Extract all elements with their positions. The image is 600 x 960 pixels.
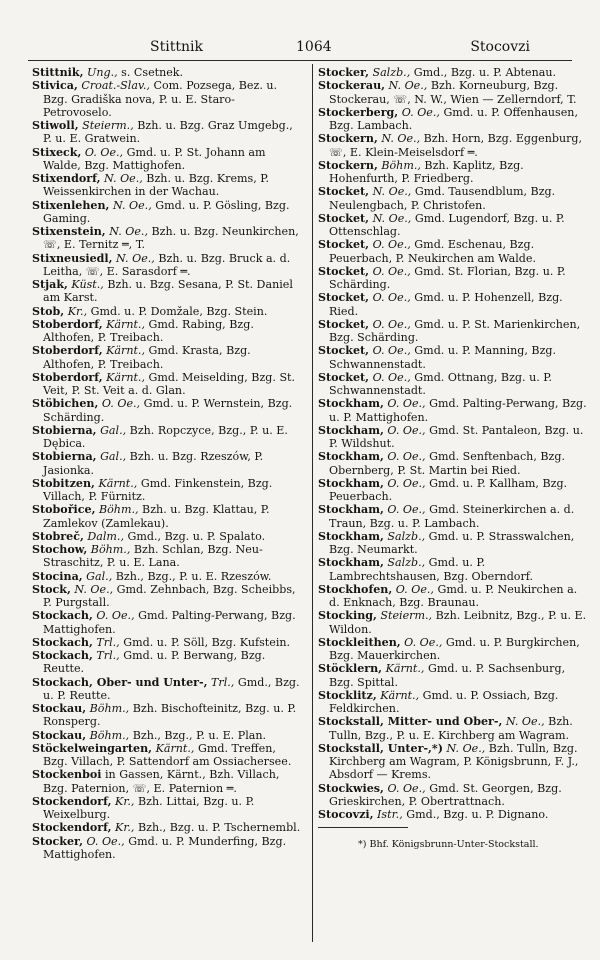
entry-region: N. Oe., [372, 211, 412, 225]
entry-headword: Stobreč, [32, 529, 84, 543]
entry-headword: Stocovzi, [318, 808, 374, 821]
gazetteer-entry [318, 742, 588, 782]
entry-headword: Stocker, [32, 834, 83, 848]
entry-details: Gmd. Treffen, Bzg. Villach, P. Sattendorf am Ossiachersee. [43, 741, 292, 768]
entry-details: Gmd. u. P. Wernstein, Bzg. Schärding. [43, 397, 293, 424]
entry-region: O. Oe., [387, 423, 426, 437]
entry-region: O. Oe., [372, 238, 411, 252]
gazetteer-entry [32, 636, 302, 649]
entry-region: N. Oe., [104, 172, 143, 185]
right-column [318, 66, 588, 852]
gazetteer-entry [32, 477, 302, 504]
entry-region: O. Oe., [387, 476, 426, 490]
entry-headword: Stocket, [318, 344, 370, 358]
entry-details: Bzh. Leibnitz, Bzg., P. u. E. Wildon. [329, 609, 587, 636]
entry-details: s. Csetnek. [117, 66, 184, 79]
gazetteer-entry [32, 702, 302, 729]
gazetteer-entry [318, 212, 588, 239]
gazetteer-entry [32, 305, 302, 318]
entry-details: Bzh. Ropczyce, Bzg., P. u. E. Dębica. [43, 423, 288, 450]
entry-details: Gmd. Krasta, Bzg. Althofen, P. Treibach. [43, 344, 251, 371]
gazetteer-entry [32, 225, 302, 252]
entry-headword: Stockenboi [32, 768, 102, 782]
entry-details: Bzh. u. Bzg. Graz Umgebg., P. u. E. Gratwein. [43, 119, 293, 146]
entry-details: Bzh. u. Bzg. Klattau, P. Zamlekov (Zamlekau). [43, 503, 270, 530]
entry-headword: Stoberdorf, [32, 370, 103, 384]
entry-details: Gmd. u. P. Neukirchen a. d. Enknach, Bzg. Braunau. [329, 582, 578, 609]
entry-headword: Stobierna, [32, 423, 97, 437]
entry-details: Gmd., Bzg. u. P. Abtenau. [410, 66, 557, 79]
entry-region: O. Oe., [84, 145, 124, 159]
entry-region: O. Oe., [401, 105, 440, 119]
entry-region: O. Oe., [86, 834, 125, 848]
gazetteer-entry [32, 742, 302, 769]
gazetteer-entry [318, 106, 588, 133]
entry-region: Kr., [115, 821, 135, 835]
entry-region: Kärnt., [155, 741, 195, 755]
entry-region: O. Oe., [372, 370, 411, 384]
entry-headword: Stockach, Ober- und Unter-, [32, 675, 208, 689]
entry-region: N. Oe., [116, 251, 155, 265]
entry-region: N. Oe., [381, 132, 421, 146]
entry-details: Bzh. u. Bzg. Sesana, P. St. Daniel am Karst. [43, 278, 293, 305]
entry-details: Gmd. Ottnang, Bzg. u. P. Schwannenstadt. [329, 370, 553, 397]
entry-headword: Stobořice, [32, 503, 96, 517]
gazetteer-entry [32, 252, 302, 279]
entry-region: Salzb., [372, 66, 411, 79]
gazetteer-entry [318, 636, 588, 663]
gazetteer-entry [32, 649, 302, 676]
gazetteer-entry [318, 371, 588, 398]
gazetteer-entry [32, 424, 302, 451]
entry-details: Gmd. u. P. Söll, Bzg. Kufstein. [119, 635, 291, 649]
entry-headword: Stockham, [318, 476, 384, 490]
gazetteer-entry [318, 397, 588, 424]
entry-headword: Stob, [32, 304, 65, 318]
entry-headword: Stockham, [318, 450, 384, 464]
entry-details: Gmd. Steinerkirchen a. d. Traun, Bzg. u. P. Lambach. [329, 503, 575, 530]
entry-region: Böhm., [381, 158, 421, 172]
entry-details: Gmd. Tausendblum, Bzg. Neulengbach, P. Christofen. [329, 185, 556, 212]
entry-details: Bzh. Korneuburg, Bzg. Stockerau, ☏, N. W., Wien — Zellerndorf, T. [329, 79, 577, 106]
entry-details: Gmd. u. P. Munderfing, Bzg. Mattighofen. [43, 834, 287, 861]
entry-headword: Stockau, [32, 728, 87, 742]
entry-region: Böhm., [90, 543, 131, 556]
gazetteer-entry [32, 821, 302, 834]
entry-headword: Stocket, [318, 370, 370, 384]
gazetteer-entry [318, 583, 588, 610]
gazetteer-entry [32, 768, 302, 795]
entry-region: Croat.-Slav., [81, 79, 150, 93]
entry-details: Gmd. Lugendorf, Bzg. u. P. Ottenschlag. [329, 211, 565, 238]
entry-details: Gmd. Eschenau, Bzg. Peuerbach, P. Neukirchen am Walde. [329, 238, 536, 265]
entry-details: Gmd., Bzg. u. P. Spalato. [123, 529, 266, 543]
entry-details: Gmd. u. P. Hohenzell, Bzg. Ried. [329, 291, 563, 318]
entry-details: Bzh. Schlan, Bzg. Neu-Straschitz, P. u. E. Lana. [43, 543, 263, 570]
entry-region: O. Oe., [387, 503, 426, 517]
entry-headword: Stittnik, [32, 66, 84, 79]
entry-headword: Stixenstein, [32, 225, 106, 238]
entry-headword: Stochow, [32, 543, 88, 556]
entry-region: Istr., [377, 808, 403, 821]
entry-region: N. Oe., [112, 198, 152, 212]
entry-region: Böhm., [89, 702, 130, 715]
entry-headword: Stockendorf, [32, 794, 112, 808]
gazetteer-entry [32, 570, 302, 583]
entry-details: Gmd. Zehnbach, Bzg. Scheibbs, P. Purgstall. [43, 582, 296, 609]
entry-headword: Stixenlehen, [32, 198, 110, 212]
entry-headword: Stockern, [318, 158, 378, 172]
gazetteer-entry [32, 66, 302, 79]
entry-details: Gmd. u. P. Kallham, Bzg. Peuerbach. [329, 476, 568, 503]
entry-headword: Stockham, [318, 397, 384, 411]
entry-region: Steierm., [380, 609, 433, 623]
entry-region: O. Oe., [395, 582, 434, 596]
entry-headword: Stockham, [318, 503, 384, 517]
gazetteer-entry [32, 530, 302, 543]
gazetteer-entry [32, 543, 302, 570]
page-number: 1064 [296, 39, 332, 55]
entry-region: O. Oe., [387, 397, 426, 411]
entry-details: Gmd. u. P. Gösling, Bzg. Gaming. [43, 198, 290, 225]
entry-details: Gmd., Bzg. u. P. Reutte. [43, 675, 300, 702]
gazetteer-entry [32, 146, 302, 173]
gazetteer-entry [32, 450, 302, 477]
entry-details: Gmd. u. P. St. Marienkirchen, Bzg. Schärding. [329, 317, 581, 344]
gazetteer-entry [318, 450, 588, 477]
entry-details: Gmd. Palting-Perwang, Bzg. Mattighofen. [43, 609, 296, 636]
entry-headword: Stjak, [32, 278, 68, 291]
gazetteer-entry [318, 424, 588, 451]
gazetteer-entry [32, 278, 302, 305]
entry-details: Bzh. Littai, Bzg. u. P. Weixelburg. [43, 794, 255, 821]
entry-headword: Stockham, [318, 556, 384, 570]
entry-region: O. Oe., [387, 450, 426, 464]
gazetteer-entry [318, 159, 588, 186]
entry-headword: Stocket, [318, 185, 370, 199]
header-right-word: Stocovzi [470, 39, 530, 55]
entry-headword: Stocket, [318, 211, 370, 225]
entry-headword: Stockach, [32, 635, 93, 649]
entry-details: Gmd. Meiselding, Bzg. St. Veit, P. St. Veit a. d. Glan. [43, 370, 296, 397]
header-rule [28, 60, 572, 61]
entry-headword: Stöbichen, [32, 397, 99, 411]
entry-region: Trl., [211, 675, 235, 689]
entry-headword: Stockstall, Unter-,*) [318, 741, 443, 755]
running-header [30, 36, 570, 58]
entry-region: Steierm., [82, 119, 134, 132]
header-left-word: Stittnik [150, 39, 203, 55]
entry-details: Bzh. Tulln, Bzg., P. u. E. Kirchberg am Wagram. [329, 715, 573, 742]
gazetteer-entry [318, 265, 588, 292]
entry-headword: Stockhofen, [318, 582, 393, 596]
entry-headword: Stocket, [318, 264, 370, 278]
entry-headword: Stockerberg, [318, 105, 399, 119]
gazetteer-entry [318, 291, 588, 318]
entry-details: Bzh., Bzg., P. u. E. Plan. [129, 728, 267, 742]
entry-details: Com. Pozsega, Bez. u. Bzg. Gradiška nova, P. u. E. Staro-Petrovoselo. [43, 79, 278, 119]
entry-details: in Gassen, Kärnt., Bzh. Villach, Bzg. Paternion, ☏, E. Paternion ═. [43, 768, 280, 795]
entry-details: Bzh., Bzg. u. P. Tschernembl. [134, 821, 301, 835]
entry-region: Gal., [100, 423, 127, 437]
entry-headword: Stiwoll, [32, 119, 79, 132]
entry-headword: Stöckelweingarten, [32, 741, 153, 755]
entry-headword: Stobitzen, [32, 476, 95, 490]
gazetteer-entry [32, 397, 302, 424]
entry-details: Gmd. u. P. Sachsenburg, Bzg. Spittal. [329, 662, 566, 689]
entry-details: Gmd. Senftenbach, Bzg. Obernberg, P. St. Martin bei Ried. [329, 450, 565, 477]
gazetteer-entry [318, 79, 588, 106]
gazetteer-entry [32, 199, 302, 226]
entry-region: N. Oe., [74, 582, 114, 596]
entry-details: Gmd. u. P. Ossiach, Bzg. Feldkirchen. [329, 688, 559, 715]
entry-region: Gal., [100, 450, 127, 464]
entry-headword: Stixneusiedl, [32, 251, 113, 265]
entry-headword: Stobierna, [32, 450, 97, 464]
entry-headword: Stockwies, [318, 781, 384, 795]
entry-details: Gmd. Finkenstein, Bzg. Villach, P. Fürnitz. [43, 476, 273, 503]
entry-details: Gmd. u. P. St. Johann am Walde, Bzg. Mattighofen. [43, 145, 266, 172]
entry-headword: Stocina, [32, 569, 83, 583]
entry-region: Dalm., [87, 529, 124, 543]
entry-region: Kärnt., [106, 344, 145, 358]
gazetteer-entry [32, 795, 302, 822]
entry-headword: Stockerau, [318, 79, 385, 93]
entry-headword: Stockleithen, [318, 635, 401, 649]
column-divider [312, 64, 313, 942]
footnote: *) Bhf. Königsbrunn-Unter-Stockstall. [358, 839, 539, 851]
entry-details: Gmd. u. P. Strasswalchen, Bzg. Neumarkt. [329, 529, 575, 556]
entry-region: Böhm., [98, 503, 139, 517]
entry-headword: Stock, [32, 582, 71, 596]
gazetteer-entry [318, 662, 588, 689]
entry-details: Bzh. Tulln, Bzg. Kirchberg am Wagram, P. Königsbrunn, F. J., Absdorf — Krems. [329, 741, 579, 782]
gazetteer-entry [32, 609, 302, 636]
left-column [32, 66, 302, 861]
gazetteer-entry [32, 172, 302, 199]
entry-details: Bzh. Kaplitz, Bzg. Hohenfurth, P. Friedberg. [329, 158, 524, 185]
gazetteer-entry [32, 344, 302, 371]
gazetteer-entry [32, 79, 302, 119]
entry-headword: Stöcklern, [318, 662, 383, 676]
entry-headword: Stockstall, Mitter- und Ober-, [318, 715, 503, 729]
entry-details: Gmd., Bzg. u. P. Dignano. [402, 808, 549, 821]
entry-region: Trl., [96, 635, 120, 649]
gazetteer-entry [318, 477, 588, 504]
entry-headword: Stocket, [318, 317, 370, 331]
entry-region: Küst., [71, 278, 104, 291]
entry-region: Kärnt., [380, 688, 420, 702]
entry-region: Kärnt., [385, 662, 425, 676]
entry-region: Kärnt., [106, 317, 145, 331]
entry-headword: Stocket, [318, 291, 370, 305]
entry-region: N. Oe., [372, 185, 412, 199]
entry-headword: Stoberdorf, [32, 317, 103, 331]
entry-details: Bzh. Bischofteinitz, Bzg. u. P. Ronsperg. [43, 702, 297, 729]
gazetteer-entry [318, 185, 588, 212]
entry-region: O. Oe., [372, 264, 411, 278]
entry-headword: Stoberdorf, [32, 344, 103, 358]
entry-headword: Stocklitz, [318, 688, 377, 702]
gazetteer-entry [32, 119, 302, 146]
entry-headword: Stockern, [318, 132, 378, 146]
entry-details: Bzh., Bzg., P. u. E. Rzeszów. [112, 569, 272, 583]
footnote-rule [318, 827, 408, 828]
entry-headword: Stocker, [318, 66, 369, 79]
entry-region: Kr., [115, 794, 135, 808]
gazetteer-entry [32, 318, 302, 345]
entry-region: N. Oe., [109, 225, 148, 238]
gazetteer-entry [318, 66, 588, 79]
entry-headword: Stockham, [318, 423, 384, 437]
gazetteer-entry [32, 676, 302, 703]
entry-region: Kr., [67, 304, 88, 318]
entry-details: Gmd. St. Georgen, Bzg. Grieskirchen, P. Obertrattnach. [329, 781, 562, 808]
gazetteer-entry [318, 318, 588, 345]
gazetteer-entry [318, 782, 588, 809]
entry-headword: Stockham, [318, 529, 384, 543]
entry-region: O. Oe., [372, 317, 411, 331]
gazetteer-entry [32, 583, 302, 610]
entry-region: N. Oe., [388, 79, 428, 93]
gazetteer-entry [318, 715, 588, 742]
entry-details: Gmd. u. P. Burgkirchen, Bzg. Mauerkirchen. [329, 635, 580, 662]
gazetteer-entry [318, 238, 588, 265]
entry-details: Gmd. u. P. Berwang, Bzg. Reutte. [43, 649, 266, 676]
entry-headword: Stixendorf, [32, 172, 101, 185]
entry-details: Gmd. Rabing, Bzg. Althofen, P. Treibach. [43, 317, 254, 344]
gazetteer-entry [318, 503, 588, 530]
entry-headword: Stockach, [32, 609, 93, 623]
entry-headword: Stockau, [32, 702, 87, 715]
entry-headword: Stockach, [32, 649, 93, 662]
entry-region: Ung., [86, 66, 118, 79]
entry-details: Bzh. u. Bzg. Krems, P. Weissenkirchen in der Wachau. [43, 172, 270, 199]
entry-region: O. Oe., [404, 635, 443, 649]
gazetteer-entry [318, 344, 588, 371]
gazetteer-entry [318, 609, 588, 636]
entry-headword: Stixeck, [32, 145, 82, 159]
gazetteer-entry [32, 503, 302, 530]
entry-region: Salzb., [387, 556, 426, 570]
entry-details: Bzh. Horn, Bzg. Eggenburg, ☏, E. Klein-Meiselsdorf ═. [329, 132, 583, 159]
entry-headword: Stivica, [32, 79, 78, 93]
entry-region: Böhm., [89, 728, 130, 742]
entry-region: Salzb., [387, 529, 426, 543]
entry-region: O. Oe., [372, 291, 411, 305]
entry-region: Trl., [96, 649, 120, 662]
entry-details: Gmd. Palting-Perwang, Bzg. u. P. Mattighofen. [329, 397, 587, 424]
entry-region: Kärnt., [106, 370, 145, 384]
entry-details: Gmd. u. P. Domžale, Bzg. Stein. [87, 304, 268, 318]
entry-details: Bzh. u. Bzg. Neunkirchen, ☏, E. Ternitz ═, T. [43, 225, 299, 252]
entry-region: Kärnt., [98, 476, 138, 490]
entry-region: Gal., [86, 569, 113, 583]
entry-details: Gmd. u. P. Lambrechtshausen, Bzg. Oberndorf. [329, 556, 534, 583]
gazetteer-entry [318, 556, 588, 583]
entry-region: O. Oe., [96, 609, 135, 623]
entry-headword: Stocking, [318, 609, 377, 623]
entry-region: O. Oe., [387, 781, 426, 795]
gazetteer-entry [318, 808, 588, 821]
entry-details: Gmd. u. P. Manning, Bzg. Schwannenstadt. [329, 344, 557, 371]
gazetteer-entry [318, 530, 588, 557]
entry-details: Bzh. u. Bzg. Rzeszów, P. Jasionka. [43, 450, 264, 477]
entry-region: N. Oe., [446, 741, 486, 755]
gazetteer-entry [32, 729, 302, 742]
entry-headword: Stockendorf, [32, 821, 112, 835]
entry-region: N. Oe., [505, 715, 545, 729]
entry-details: Gmd. u. P. Offenhausen, Bzg. Lambach. [329, 105, 578, 132]
entry-headword: Stocket, [318, 238, 370, 252]
entry-details: Gmd. St. Pantaleon, Bzg. u. P. Wildshut. [329, 423, 584, 450]
gazetteer-entry [318, 689, 588, 716]
gazetteer-entry [32, 835, 302, 862]
entry-region: O. Oe., [101, 397, 141, 411]
entry-region: O. Oe., [372, 344, 411, 358]
entry-details: Gmd. St. Florian, Bzg. u. P. Schärding. [329, 264, 566, 291]
gazetteer-entry [32, 371, 302, 398]
entry-details: Bzh. u. Bzg. Bruck a. d. Leitha, ☏, E. Sarasdorf ═. [43, 251, 291, 278]
gazetteer-entry [318, 132, 588, 159]
